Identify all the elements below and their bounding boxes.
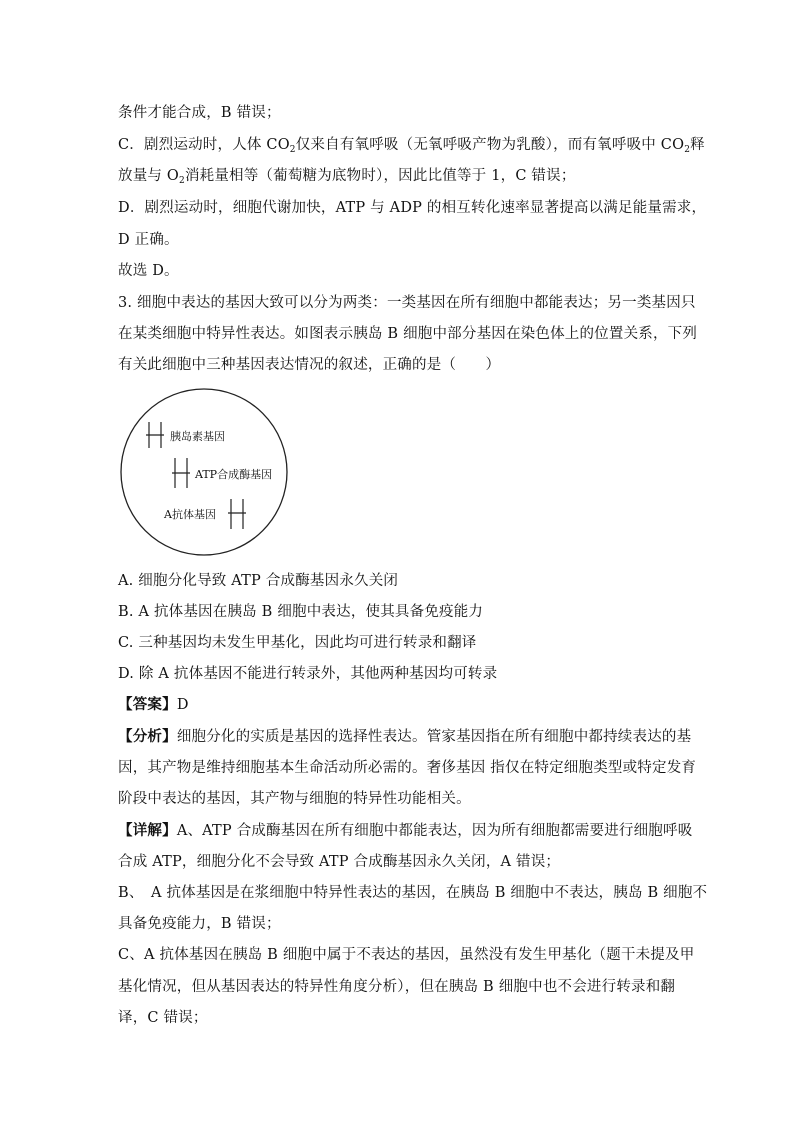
answer-line [118,695,189,715]
gene-marker-1 [146,422,164,448]
answer-tag: 【答案】 [118,696,177,713]
detail-line: 译，C 错误； [118,1010,208,1026]
gene-marker-3 [228,499,246,529]
detail-line: 具备免疫能力，B 错误； [118,916,281,932]
option-b: B. A 抗体基因在胰岛 B 细胞中表达，使其具备免疫能力 [118,604,484,620]
answer-value: D [176,697,189,713]
analysis-tag: 【分析】 [118,728,177,745]
detail-line: 基化情况，但从基因表达的特异性角度分析），但在胰岛 B 细胞中也不会进行转录和翻 [118,979,676,995]
question-line: 3. 细胞中表达的基因大致可以分为两类：一类基因在所有细胞中都能表达；另一类基因只 [118,295,696,311]
detail-line: B、 A 抗体基因是在浆细胞中特异性表达的基因，在胰岛 B 细胞中不表达，胰岛 B 细胞不 [118,885,708,901]
detail-line: C、A 抗体基因在胰岛 B 细胞中属于不表达的基因，虽然没有发生甲基化（题干未提及甲 [118,947,695,963]
text-line: C．剧烈运动时，人体 $CO_2$仅来自有氧呼吸（无氧呼吸产物为乳酸），而有氧呼吸中 $CO_2$释 [118,137,705,155]
gene-marker-2 [172,458,190,488]
detail-line: 合成 ATP，细胞分化不会导致 ATP 合成酶基因永久关闭，A 错误； [118,854,561,870]
text-line: 放量与 $O_2$消耗量相等（葡萄糖为底物时），因此比值等于 1，C 错误； [118,168,576,186]
analysis-line: 阶段中表达的基因，其产物与细胞的特异性功能相关。 [118,791,471,807]
question-line: 在某类细胞中特异性表达。如图表示胰岛 B 细胞中部分基因在染色体上的位置关系，下列 [118,326,698,342]
text-line: 条件才能合成，B 错误； [118,105,281,121]
detail-tag: 【详解】 [118,822,177,839]
chromosome-figure [119,388,289,556]
analysis-line: 因，其产物是维持细胞基本生命活动所必需的。奢侈基因 指仅在特定细胞类型或特定发育 [118,760,697,776]
detail-line: 【详解】A、ATP 合成酶基因在所有细胞中都能表达，因为所有细胞都需要进行细胞呼吸 [118,822,693,839]
option-a: A. 细胞分化导致 ATP 合成酶基因永久关闭 [118,573,399,589]
gene-label-antibody: A抗体基因 [164,508,216,521]
text-line: D 正确。 [118,232,179,248]
option-c: C. 三种基因均未发生甲基化，因此均可进行转录和翻译 [118,635,477,651]
question-line: 有关此细胞中三种基因表达情况的叙述，正确的是（ ） [118,357,501,373]
gene-label-insulin: 胰岛素基因 [170,430,225,443]
option-d: D. 除 A 抗体基因不能进行转录外，其他两种基因均可转录 [118,666,498,682]
analysis-line: 【分析】细胞分化的实质是基因的选择性表达。管家基因指在所有细胞中都持续表达的基 [118,728,692,745]
text-line: 故选 D。 [118,263,179,279]
gene-label-atp-synthase: ATP合成酶基因 [195,468,273,481]
text-line: D．剧烈运动时，细胞代谢加快，ATP 与 ADP 的相互转化速率显著提高以满足能量需求， [118,200,707,216]
